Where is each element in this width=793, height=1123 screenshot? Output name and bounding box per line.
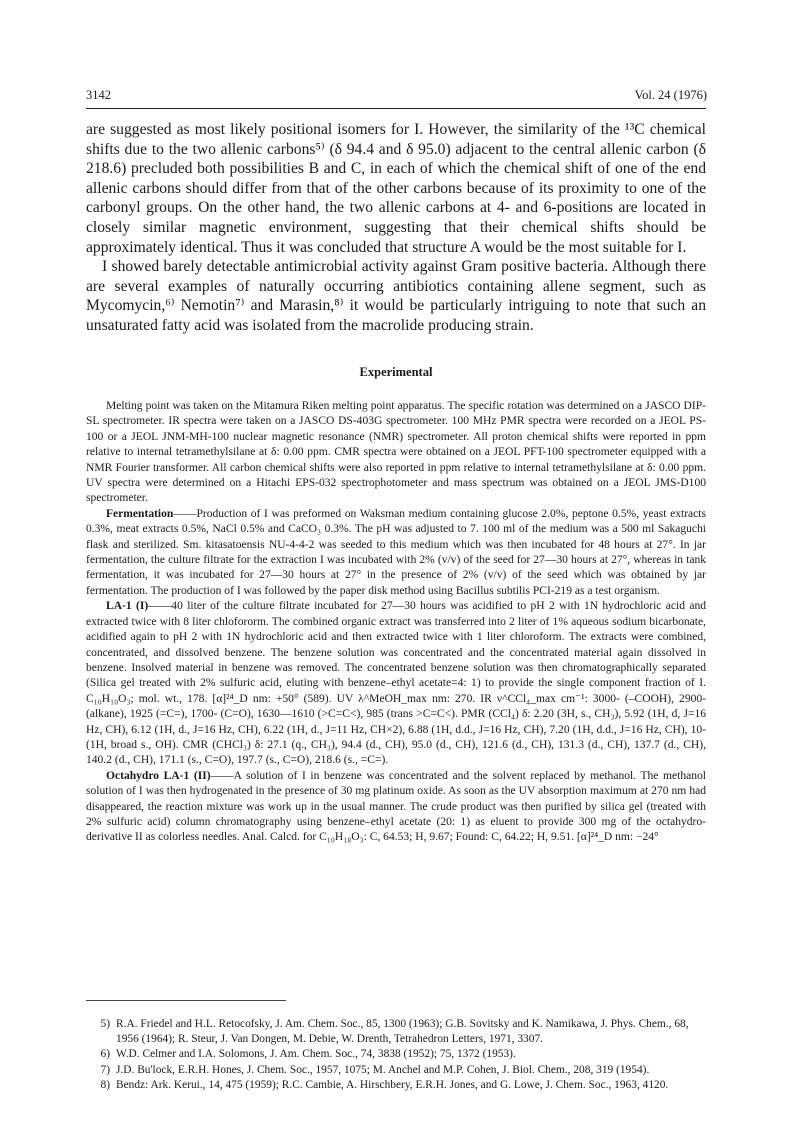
octahydro-text: ——A solution of I in benzene was concentrated and the solvent replaced by methanol. The methanol solution of I was then hydrogenated in the presence of 30 mg platinum oxide. As soon as the UV absorption maximum at 270 nm had disappeared, the reaction mixture was work up in the usual manner. The crude product was then purified by silica gel (treated with 2% sulfuric acid) column chromatography using benzene–ethyl acetate (20: 1) as eluent to provide 300 mg of the octahydro-derivative II as colorless needles. Anal. Calcd. for C₁₀H₁₈O₃: C, 64.53; H, 9.67; Found: C, 64.22; H, 9.51. [α]²⁴_D nm: −24° [86, 769, 706, 844]
footnote-number: 5) [100, 1018, 110, 1030]
footnote [86, 1063, 706, 1078]
fermentation-heading: Fermentation [106, 507, 174, 520]
la1-text: ——40 liter of the culture filtrate incubated for 27—30 hours was acidified to pH 2 with 1N hydrochloric acid and extracted twice with 8 liter chlofororm. The combined organic extract was transferred into 2 liter of 1% aqueous sodium bicarbonate, acidified again to pH 2 with 1N hydrochloric acid and then extracted twice with 1 liter chloroform. The extracts were combined, concentrated, and dissolved benzene. The benzene solution was concentrated and the concentrated material again dissolved in benzene. Insolved material in benzene was removed. The concentrated benzene solution was then chromatographically separated (Silica gel treated with 2% sulfuric acid, eluting with benzene–ethyl acetate=4: 1) to provide the single component fraction of I. C₁₀H₁₀O₃; mol. wt., 178. [α]²⁴_D nm: +50° (589). UV λ^MeOH_max nm: 270. IR ν^CCl₄_max cm⁻¹: 3000- (–COOH), 2900- (alkane), 1925 (=C=), 1700- (C=O), 1630—1610 (>C=C<), 985 (trans >C=C<). PMR (CCl₄) δ: 2.20 (3H, s., CH₃), 5.92 (1H, d, J=16 Hz, CH), 6.12 (1H, d., J=16 Hz, CH), 6.22 (1H, d., J=11 Hz, CH×2), 6.88 (1H, d.d., J=16 Hz, CH), 7.20 (1H, d.d., J=16 Hz, CH), 10- (1H, broad s., OH). CMR (CHCl₃) δ: 27.1 (q., CH₃), 94.4 (d., CH), 95.0 (d., CH), 121.6 (d., CH), 131.3 (d., CH), 137.7 (d., CH), 140.2 (d., CH), 171.1 (s., C=O), 197.7 (s., C=O), 218.6 (s., =C=). [86, 600, 707, 767]
fermentation-text: ——Production of I was preformed on Waksman medium containing glucose 2.0%, peptone 0.5%, yeast extracts 0.3%, meat extracts 0.5%, NaCl 0.5% and CaCO₃ 0.3%. The pH was adjusted to 7. 100 ml of the medium was a 500 ml Sakaguchi flask and sterilized. Sm. kitasatoensis NU-4-4-2 was seeded to this medium which was then incubated for 48 hours at 27°. In jar fermentation, the culture filtrate for the extraction I was incubated with 2% (v/v) of the seed for 27—30 hours at 27°, whereas in tank fermentation, it was incubated for 27—30 hours at 27° in the presence of 2% (v/v) of the seed which was obtained by jar fermentation. The production of I was followed by the paper disk method using Bacillus subtilis PCI-219 as a test organism. [86, 507, 706, 597]
footnote-text: Bendz: Ark. Kerui., 14, 475 (1959); R.C. Cambie, A. Hirschbery, E.R.H. Jones, and G. Lowe, J. Chem. Soc., 1963, 4120. [116, 1078, 669, 1091]
section-title-experimental: Experimental [359, 365, 433, 379]
experimental-intro: Melting point was taken on the Mitamura Riken melting point apparatus. The specific rotation was determined on a JASCO DIP-SL spectrometer. IR spectra were taken on a JASCO DS-403G spectrometer. 100 MHz PMR spectra were recorded on a JEOL PS-100 or a JEOL JNM-MH-100 nuclear magnetic resonance (NMR) spectrometer. All proton chemical shifts were reported in ppm relative to internal tetramethylsilane at δ: 0.00 ppm. CMR spectra were obtained on a JEOL PFT-100 spectrometer equipped with a NMR Fourier transformer. All carbon chemical shifts were also reported in ppm relative to internal tetramethylsilane at δ: 0.00 ppm. UV spectra were determined on a Hitachi EPS-032 spectrophotometer and mass spectrum was obtained on a JEOL JMS-D100 spectrometer. [86, 400, 706, 505]
footnote-text: R.A. Friedel and H.L. Retocofsky, J. Am. Chem. Soc., 85, 1300 (1963); G.B. Sovitsky and K. Namikawa, J. Phys. Chem., 68, 1956 (1964); R. Steur, J. Van Dongen, M. Debie, W. Drenth, Tetrahedron Letters, 1971, 3307. [116, 1018, 689, 1046]
footnote-text: J.D. Bu'lock, E.R.H. Hones, J. Chem. Soc., 1957, 1075; M. Anchel and M.P. Cohen, J. Biol. Chem., 208, 319 (1954). [116, 1063, 650, 1076]
footnote [86, 1017, 706, 1047]
footnote-text: W.D. Celmer and I.A. Solomons, J. Am. Chem. Soc., 74, 3838 (1952); 75, 1372 (1953). [116, 1048, 516, 1061]
header-rule [86, 108, 706, 109]
body-text [86, 120, 706, 336]
footnotes [86, 1017, 706, 1093]
footnote-number: 6) [100, 1048, 110, 1061]
octahydro-paragraph [86, 769, 706, 846]
body-paragraph: are suggested as most likely positional isomers for I. However, the similarity of the ¹³C chemical shifts due to the two allenic carbons⁵⁾ (δ 94.4 and δ 95.0) adjacent to the central allenic carbon (δ 218.6) precluded both possibilities B and C, in each of which the chemical shift of one of the end allenic carbons should differ from that of the other carbons because of its proximity to one of the carbonyl groups. On the other hand, the two allenic carbons at 4- and 6-positions are located in closely similar magnetic environment, suggesting that their chemical shifts should be approximately identical. Thus it was concluded that structure A would be the most suitable for I. [86, 121, 706, 256]
footnote-number: 8) [100, 1078, 110, 1091]
footnote-rule [86, 1000, 286, 1001]
octahydro-heading: Octahydro LA-1 (II) [106, 769, 211, 782]
la1-paragraph [86, 599, 706, 768]
fermentation-paragraph [86, 507, 706, 599]
experimental-section [86, 399, 706, 846]
la1-heading: LA-1 (I) [106, 600, 149, 613]
page-number: 3142 [86, 88, 111, 102]
body-paragraph: I showed barely detectable antimicrobial activity against Gram positive bacteria. Although there are several examples of naturally occurring antibiotics containing allene segment, such as Mycomycin,⁶⁾ Nemotin⁷⁾ and Marasin,⁸⁾ it would be particularly intriguing to note that such an unsaturated fatty acid was isolated from the macrolide producing strain. [86, 258, 706, 334]
volume-label: Vol. 24 (1976) [634, 88, 707, 102]
footnote [86, 1078, 706, 1093]
running-head [86, 88, 707, 106]
footnote [86, 1047, 706, 1062]
footnote-number: 7) [100, 1063, 110, 1076]
